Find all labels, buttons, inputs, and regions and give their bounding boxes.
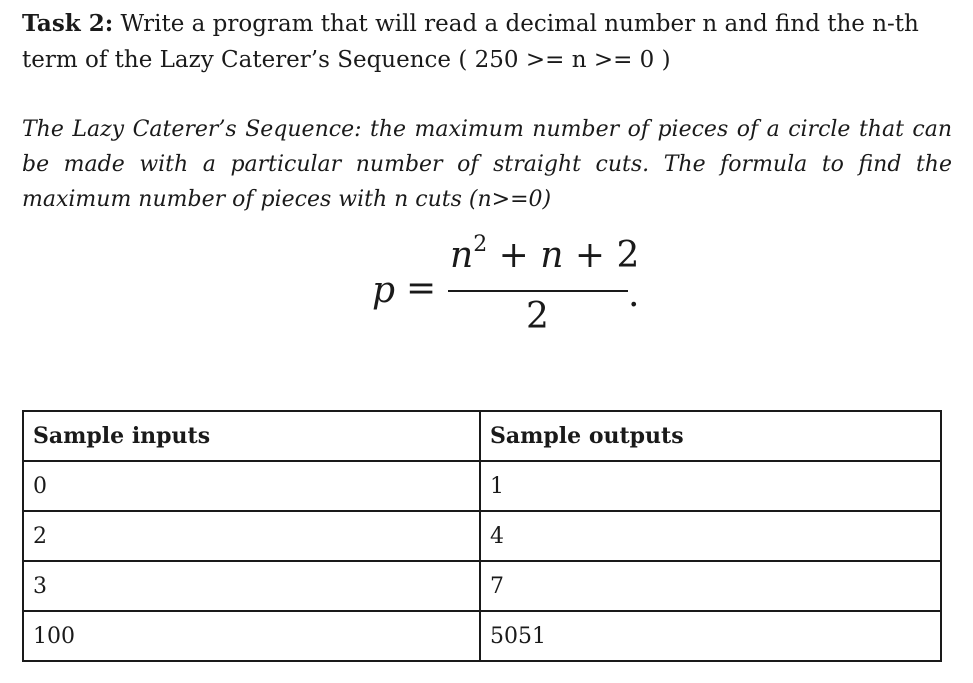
sample-input-cell: 2	[23, 511, 480, 561]
samples-table	[22, 410, 942, 662]
task-text: Write a program that will read a decimal number n and find the n-th term of the Lazy Caterer’s Sequence ( 250 >= n >= 0 )	[22, 11, 919, 73]
table-row	[23, 461, 941, 511]
formula-equals: =	[406, 268, 437, 309]
table-row	[23, 611, 941, 661]
formula-denominator: 2	[526, 296, 549, 337]
formula-lhs: p	[372, 270, 396, 311]
sample-output-cell: 1	[480, 461, 941, 511]
task-label: Task 2:	[22, 10, 114, 37]
table-row	[23, 511, 941, 561]
sample-output-cell: 4	[480, 511, 941, 561]
formula-plus-constant: + 2	[563, 235, 640, 276]
formula-exponent: 2	[473, 232, 488, 257]
sequence-description: The Lazy Caterer’s Sequence: the maximum number of pieces of a circle that can be made with a particular number of straight cuts. The formula to find the maximum number of pieces with n cuts (n>=0)	[22, 117, 952, 212]
sample-output-cell: 5051	[480, 611, 941, 661]
formula	[360, 232, 660, 340]
formula-period: .	[628, 274, 640, 315]
task-statement	[22, 6, 952, 78]
sample-input-cell: 3	[23, 561, 480, 611]
formula-plus: +	[487, 235, 541, 276]
sample-input-cell: 0	[23, 461, 480, 511]
formula-var-n: n	[540, 235, 564, 276]
table-header-row	[23, 411, 941, 461]
sample-input-cell: 100	[23, 611, 480, 661]
formula-fraction-bar	[448, 290, 628, 292]
sample-output-cell: 7	[480, 561, 941, 611]
header-sample-inputs: Sample inputs	[23, 411, 480, 461]
formula-numerator	[450, 232, 639, 276]
header-sample-outputs: Sample outputs	[480, 411, 941, 461]
formula-var-n: n	[450, 235, 474, 276]
table-row	[23, 561, 941, 611]
